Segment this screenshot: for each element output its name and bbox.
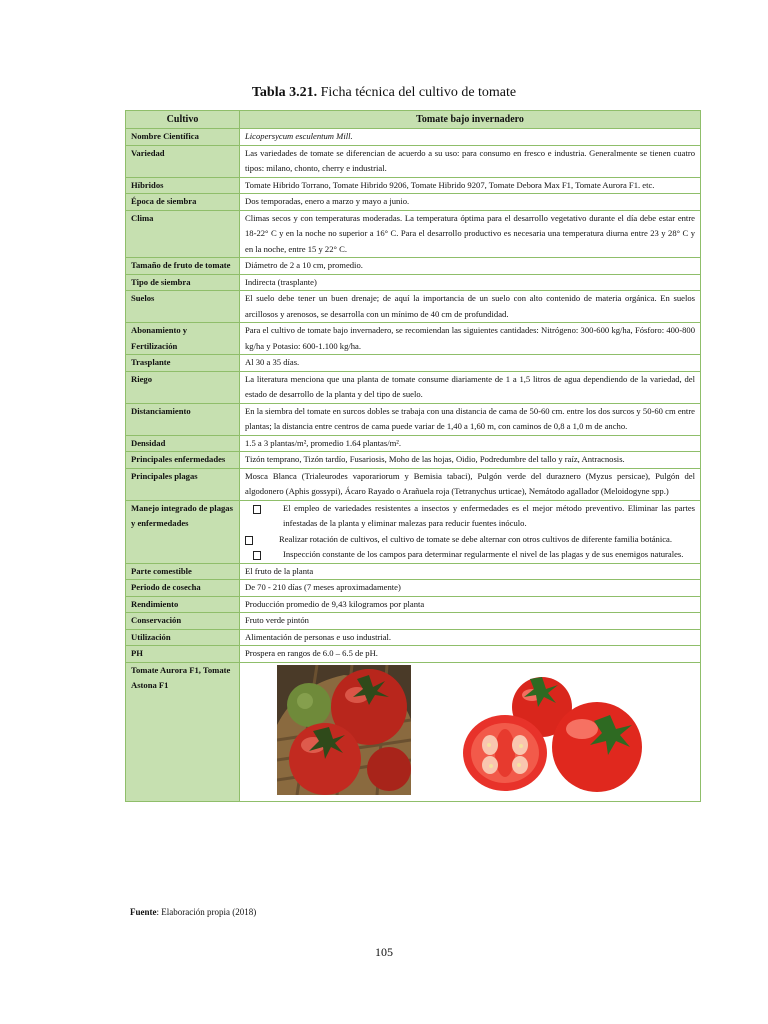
- row-label: Híbridos: [126, 177, 240, 194]
- table-row: [126, 468, 701, 500]
- table-row: [126, 323, 701, 355]
- row-label: PH: [126, 646, 240, 663]
- source-label: Fuente: [130, 907, 157, 917]
- caption-text: Ficha técnica del cultivo de tomate: [317, 85, 517, 100]
- bullet-box-icon: [245, 536, 253, 545]
- row-label: Manejo integrado de plagas y enfermedades: [126, 500, 240, 563]
- row-label: Tomate Aurora F1, Tomate Astona F1: [126, 662, 240, 801]
- table-caption: [0, 85, 768, 101]
- row-label: Abonamiento y Fertilización: [126, 323, 240, 355]
- row-value: Indirecta (trasplante): [240, 274, 701, 291]
- table-row: [126, 629, 701, 646]
- table-row: [126, 291, 701, 323]
- table-row: [126, 403, 701, 435]
- row-label: Tipo de siembra: [126, 274, 240, 291]
- table-row-photos: [126, 662, 701, 801]
- list-item: [245, 501, 695, 532]
- list-item-text: Realizar rotación de cultivos, el cultivo de tomate se debe alternar con otros cultivos de diferente familia botánica.: [279, 533, 673, 544]
- row-value: [240, 129, 701, 146]
- table-row: [126, 129, 701, 146]
- bullet-box-icon: [253, 505, 261, 514]
- row-value: [240, 500, 701, 563]
- row-value: Prospera en rangos de 6.0 – 6.5 de pH.: [240, 646, 701, 663]
- table-row: [126, 435, 701, 452]
- row-label: Nombre Científica: [126, 129, 240, 146]
- row-label: Principales plagas: [126, 468, 240, 500]
- table-row: [126, 580, 701, 597]
- list-item: [245, 532, 695, 548]
- table-row: [126, 210, 701, 258]
- technical-sheet-table: [125, 110, 701, 802]
- row-label: Suelos: [126, 291, 240, 323]
- scientific-name: Licopersycum esculentum Mill.: [245, 131, 353, 141]
- table-row: [126, 596, 701, 613]
- row-value: De 70 - 210 días (7 meses aproximadamente): [240, 580, 701, 597]
- row-value: Fruto verde pintón: [240, 613, 701, 630]
- table-row: [126, 563, 701, 580]
- row-label: Periodo de cosecha: [126, 580, 240, 597]
- table-row: [126, 274, 701, 291]
- row-value: Dos temporadas, enero a marzo y mayo a junio.: [240, 194, 701, 211]
- row-value: 1.5 a 3 plantas/m², promedio 1.64 plantas/m².: [240, 435, 701, 452]
- tomato-cut-photo: [460, 665, 660, 795]
- table-row: [126, 258, 701, 275]
- row-label: Distanciamiento: [126, 403, 240, 435]
- table-header-row: [126, 111, 701, 129]
- table-row: [126, 177, 701, 194]
- row-label: Tamaño de fruto de tomate: [126, 258, 240, 275]
- row-label: Densidad: [126, 435, 240, 452]
- row-value: Alimentación de personas e uso industrial.: [240, 629, 701, 646]
- row-value: Tizón temprano, Tizón tardío, Fusariosis, Moho de las hojas, Oidio, Podredumbre del tallo y raíz, Antracnosis.: [240, 452, 701, 469]
- list-item-text: Inspección constante de los campos para determinar regularmente el nivel de las plagas y de sus enemigos naturales.: [283, 549, 684, 559]
- row-label: Conservación: [126, 613, 240, 630]
- row-label: Principales enfermedades: [126, 452, 240, 469]
- source-text: : Elaboración propia (2018): [156, 907, 257, 917]
- row-value: Para el cultivo de tomate bajo invernadero, se recomiendan las siguientes cantidades: Nitrógeno: 300-600 kg/ha, Fósforo: 400-800 kg/ha y Potasio: 600-1.100 kg/ha.: [240, 323, 701, 355]
- header-tomate: Tomate bajo invernadero: [240, 111, 701, 129]
- row-label: Parte comestible: [126, 563, 240, 580]
- row-label: Utilización: [126, 629, 240, 646]
- row-value: Producción promedio de 9,43 kilogramos por planta: [240, 596, 701, 613]
- table-row: [126, 355, 701, 372]
- row-value: El suelo debe tener un buen drenaje; de aquí la importancia de un suelo con alto contenido de materia orgánica. En suelos arcillosos y arenosos, se desarrolla con un mínimo de 40 cm de profundidad.: [240, 291, 701, 323]
- table-row: [126, 452, 701, 469]
- bullet-box-icon: [253, 551, 261, 560]
- row-value: El fruto de la planta: [240, 563, 701, 580]
- page-number: 105: [375, 945, 393, 959]
- row-label: Época de siembra: [126, 194, 240, 211]
- row-label: Variedad: [126, 145, 240, 177]
- table-row: [126, 371, 701, 403]
- row-value: Al 30 a 35 días.: [240, 355, 701, 372]
- list-item: [245, 547, 695, 563]
- row-value: Mosca Blanca (Trialeurodes vaporariorum y Bemisia tabaci), Pulgón verde del duraznero (Myzus persicae), Pulgón del algodonero (Aphis gossypi), Ácaro Rayado o Arañuela roja (Tetranychus urticae), Nemátodo agallador (Meloidogyne spp.): [240, 468, 701, 500]
- source-note: [130, 907, 256, 917]
- table-row: [126, 194, 701, 211]
- table-row: [126, 646, 701, 663]
- row-label: Riego: [126, 371, 240, 403]
- row-photos: [240, 662, 701, 801]
- row-value: Climas secos y con temperaturas moderadas. La temperatura óptima para el desarrollo vegetativo durante el día debe estar entre 18-22° C y en la noche no superior a 16° C. Para el desarrollo productivo es necesaria una temperatura diurna entre 23 y 28° C y en la noche, entre 15 y 22° C.: [240, 210, 701, 258]
- tomato-basket-photo: [277, 665, 411, 795]
- caption-number: Tabla 3.21.: [251, 85, 318, 100]
- table-row: [126, 145, 701, 177]
- list-item-text: El empleo de variedades resistentes a insectos y enfermedades es el mejor método preventivo. Eliminar las partes infestadas de la planta y eliminar malezas para reducir fuentes inóculo.: [283, 502, 695, 528]
- table-row-manejo: [126, 500, 701, 563]
- table-row: [126, 613, 701, 630]
- header-cultivo: Cultivo: [126, 111, 240, 129]
- row-value: Diámetro de 2 a 10 cm, promedio.: [240, 258, 701, 275]
- row-value: Las variedades de tomate se diferencian de acuerdo a su uso: para consumo en fresco e industria. Generalmente se tienen cuatro tipos: milano, chonto, cherry e industrial.: [240, 145, 701, 177]
- row-value: En la siembra del tomate en surcos dobles se trabaja con una distancia de cama de 50-60 cm. entre los dos surcos y 50-60 cm entre plantas; la distancia entre centros de cama puede variar de 1,40 a 1,60 m, con caminos de 0,8 a 1,0 m de ancho.: [240, 403, 701, 435]
- row-label: Trasplante: [126, 355, 240, 372]
- row-label: Clima: [126, 210, 240, 258]
- row-value: La literatura menciona que una planta de tomate consume diariamente de 1 a 1,5 litros de agua dependiendo de la variedad, del estado de desarrollo de la planta y del tipo de suelo.: [240, 371, 701, 403]
- row-label: Rendimiento: [126, 596, 240, 613]
- row-value: Tomate Hibrido Torrano, Tomate Hibrido 9206, Tomate Hibrido 9207, Tomate Debora Max F1, Tomate Aurora F1. etc.: [240, 177, 701, 194]
